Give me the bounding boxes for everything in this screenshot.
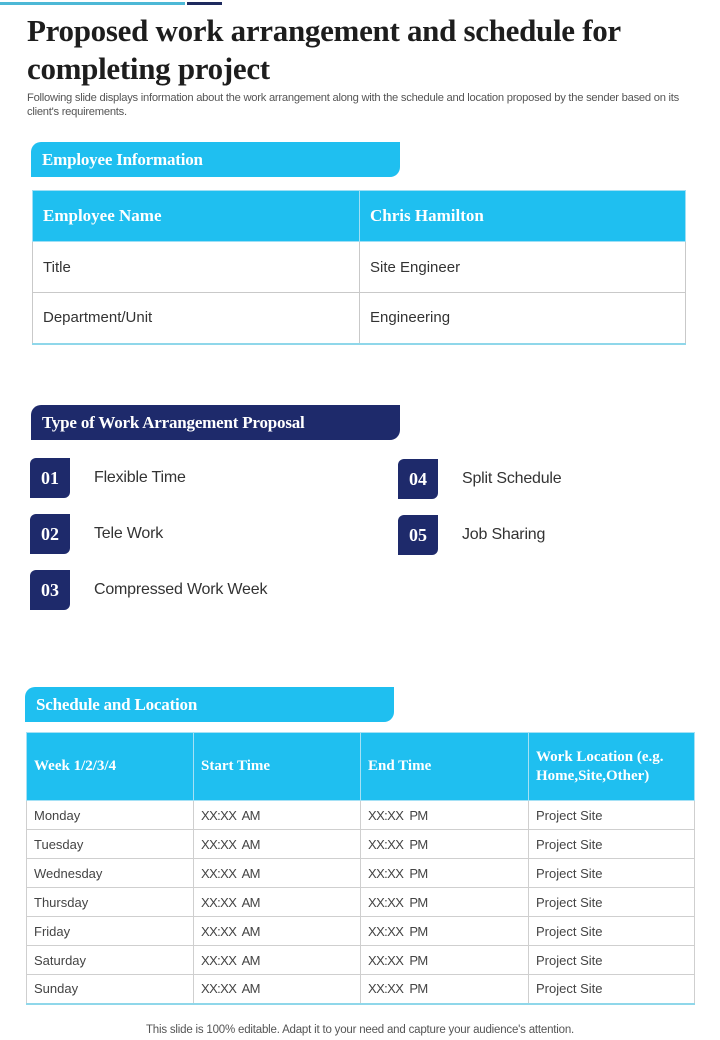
arrangement-item	[398, 515, 545, 555]
table-row	[27, 917, 695, 946]
top-accent-bar-dark	[187, 2, 222, 5]
day-cell: Saturday	[27, 946, 194, 975]
start-time-cell: XX:XX AM	[194, 975, 361, 1004]
location-cell: Project Site	[529, 830, 695, 859]
column-header-work-location: Work Location (e.g. Home,Site,Other)	[529, 733, 695, 801]
arrangement-item	[30, 458, 186, 498]
day-cell: Friday	[27, 917, 194, 946]
item-number-badge: 03	[30, 570, 70, 610]
end-time-cell: XX:XX PM	[361, 830, 529, 859]
item-number-badge: 02	[30, 514, 70, 554]
top-accent-bar-light	[0, 2, 185, 5]
start-time-cell: XX:XX AM	[194, 946, 361, 975]
table-row	[27, 946, 695, 975]
day-cell: Tuesday	[27, 830, 194, 859]
table-header-row	[27, 733, 695, 801]
employee-section-heading: Employee Information	[31, 142, 400, 177]
location-cell: Project Site	[529, 859, 695, 888]
end-time-cell: XX:XX PM	[361, 975, 529, 1004]
table-row	[27, 888, 695, 917]
column-header-week: Week 1/2/3/4	[27, 733, 194, 801]
arrangement-item	[30, 570, 267, 610]
employee-name-value: Chris Hamilton	[360, 191, 686, 242]
item-label: Split Schedule	[462, 470, 562, 487]
location-cell: Project Site	[529, 801, 695, 830]
item-number-badge: 01	[30, 458, 70, 498]
table-row	[27, 975, 695, 1004]
end-time-cell: XX:XX PM	[361, 859, 529, 888]
location-cell: Project Site	[529, 888, 695, 917]
day-cell: Wednesday	[27, 859, 194, 888]
arrangement-section-heading: Type of Work Arrangement Proposal	[31, 405, 400, 440]
end-time-cell: XX:XX PM	[361, 888, 529, 917]
start-time-cell: XX:XX AM	[194, 801, 361, 830]
arrangement-item	[398, 459, 562, 499]
location-cell: Project Site	[529, 946, 695, 975]
page-subtitle: Following slide displays information about the work arrangement along with the schedule and location proposed by the sender based on its client's requirements.	[27, 92, 679, 118]
table-row	[33, 242, 686, 293]
item-label: Tele Work	[94, 525, 164, 542]
start-time-cell: XX:XX AM	[194, 917, 361, 946]
start-time-cell: XX:XX AM	[194, 888, 361, 917]
title-value: Site Engineer	[360, 242, 686, 293]
location-cell: Project Site	[529, 917, 695, 946]
table-row	[27, 801, 695, 830]
table-row	[33, 293, 686, 344]
department-label: Department/Unit	[33, 293, 360, 344]
day-cell: Monday	[27, 801, 194, 830]
day-cell: Sunday	[27, 975, 194, 1004]
table-row	[33, 191, 686, 242]
table-row	[27, 859, 695, 888]
table-row	[27, 830, 695, 859]
item-label: Compressed Work Week	[94, 581, 268, 598]
end-time-cell: XX:XX PM	[361, 801, 529, 830]
item-label: Flexible Time	[94, 469, 186, 486]
item-label: Job Sharing	[462, 526, 546, 543]
column-header-start-time: Start Time	[194, 733, 361, 801]
employee-name-label: Employee Name	[33, 191, 360, 242]
arrangement-item	[30, 514, 163, 554]
end-time-cell: XX:XX PM	[361, 946, 529, 975]
column-header-end-time: End Time	[361, 733, 529, 801]
department-value: Engineering	[360, 293, 686, 344]
start-time-cell: XX:XX AM	[194, 859, 361, 888]
item-number-badge: 04	[398, 459, 438, 499]
location-cell: Project Site	[529, 975, 695, 1004]
schedule-table	[26, 732, 695, 1005]
start-time-cell: XX:XX AM	[194, 830, 361, 859]
end-time-cell: XX:XX PM	[361, 917, 529, 946]
item-number-badge: 05	[398, 515, 438, 555]
title-label: Title	[33, 242, 360, 293]
footer-note: This slide is 100% editable. Adapt it to your need and capture your audience's attention.	[145, 1024, 575, 1036]
day-cell: Thursday	[27, 888, 194, 917]
employee-info-table	[32, 190, 686, 345]
page-title: Proposed work arrangement and schedule for completing project	[27, 13, 621, 86]
schedule-section-heading: Schedule and Location	[25, 687, 394, 722]
